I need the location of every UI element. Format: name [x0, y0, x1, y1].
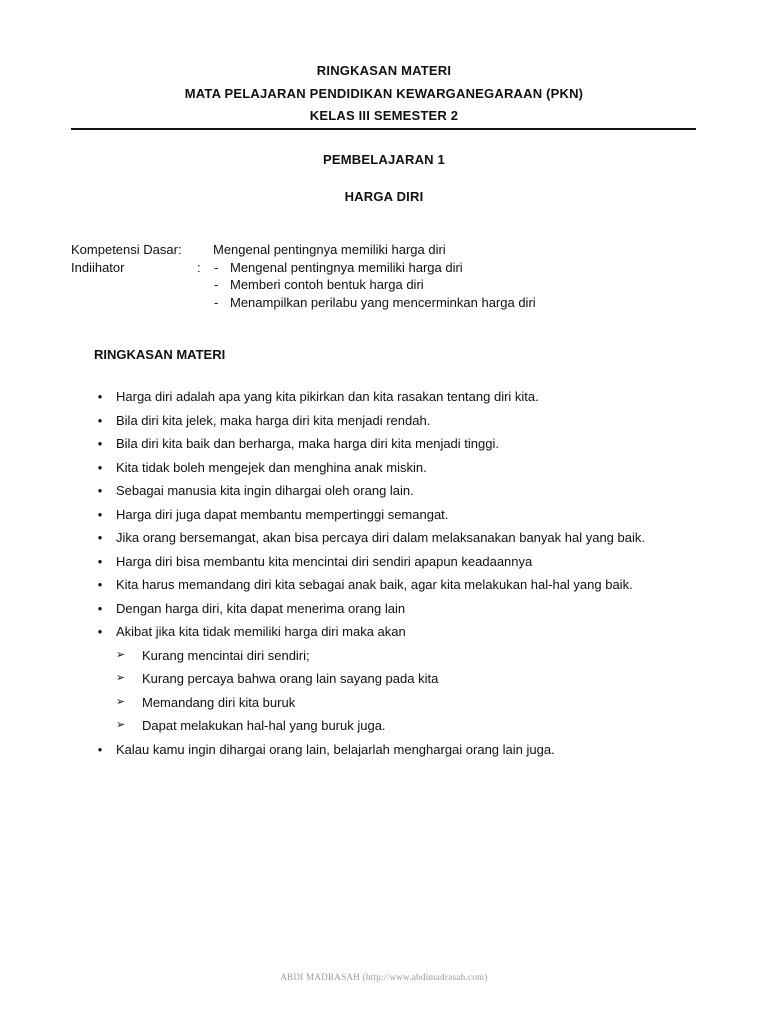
list-item-text: Akibat jika kita tidak memiliki harga diri maka akan: [116, 624, 406, 639]
list-item-text: Harga diri adalah apa yang kita pikirkan dan kita rasakan tentang diri kita.: [116, 389, 539, 404]
list-item: [94, 526, 704, 550]
sub-list-item: [94, 644, 704, 668]
indikator-label: Indiihator: [71, 259, 125, 275]
header-divider: [71, 128, 696, 130]
document-title: RINGKASAN MATERI: [316, 63, 452, 78]
bullet-icon: •: [97, 389, 103, 404]
sub-list-item: [94, 667, 704, 691]
kompetensi-label: Kompetensi Dasar:: [71, 242, 182, 257]
list-item: [94, 620, 704, 644]
lesson-number: PEMBELAJARAN 1: [323, 152, 445, 167]
sub-list-item: [94, 691, 704, 715]
list-item-text: Jika orang bersemangat, akan bisa percaya diri dalam melaksanakan banyak hal yang baik.: [116, 530, 645, 545]
arrow-bullet-icon: ➢: [116, 672, 126, 684]
bullet-icon: •: [97, 483, 103, 498]
list-item-text: Kita tidak boleh mengejek dan menghina anak miskin.: [116, 459, 427, 475]
list-item: [94, 738, 704, 762]
sub-list-item-text: Kurang percaya bahwa orang lain sayang pada kita: [142, 671, 439, 686]
sub-list-item-text: Kurang mencintai diri sendiri;: [142, 647, 310, 663]
list-item-text: Harga diri juga dapat membantu mempertinggi semangat.: [116, 506, 449, 522]
summary-list: [94, 385, 704, 761]
arrow-bullet-icon: ➢: [116, 695, 126, 708]
class-semester: KELAS III SEMESTER 2: [309, 108, 459, 123]
indikator-dash: -: [214, 277, 219, 292]
bullet-icon: •: [97, 530, 103, 545]
list-item: [94, 432, 704, 456]
bullet-icon: •: [97, 577, 103, 592]
list-item-text: Bila diri kita jelek, maka harga diri kita menjadi rendah.: [116, 412, 431, 428]
sub-list-item-text: Memandang diri kita buruk: [142, 694, 296, 710]
sub-list-item: [94, 714, 704, 738]
list-item: [94, 503, 704, 527]
list-item-text: Dengan harga diri, kita dapat menerima orang lain: [116, 600, 406, 616]
list-item: [94, 409, 704, 433]
kompetensi-value: Mengenal pentingnya memiliki harga diri: [213, 242, 446, 257]
list-item: [94, 385, 704, 409]
bullet-icon: •: [97, 624, 103, 639]
bullet-icon: •: [97, 553, 103, 569]
page-footer: ABDI MADRASAH (http://www.abdimadrasah.com): [280, 972, 488, 982]
indikator-item: Mengenal pentingnya memiliki harga diri: [230, 259, 463, 275]
arrow-bullet-icon: ➢: [116, 648, 126, 661]
lesson-topic: HARGA DIRI: [344, 189, 424, 204]
bullet-icon: •: [97, 506, 103, 522]
bullet-icon: •: [97, 412, 103, 428]
indikator-item: Memberi contoh bentuk harga diri: [230, 277, 424, 292]
subject-title: MATA PELAJARAN PENDIDIKAN KEWARGANEGARAAN (PKN): [184, 86, 584, 101]
bullet-icon: •: [97, 600, 103, 616]
list-item-text: Sebagai manusia kita ingin dihargai oleh orang lain.: [116, 483, 414, 498]
list-item: [94, 550, 704, 574]
list-item: [94, 573, 704, 597]
sub-list-item-text: Dapat melakukan hal-hal yang buruk juga.: [142, 718, 386, 733]
list-item: [94, 479, 704, 503]
bullet-icon: •: [97, 741, 103, 757]
list-item-text: Bila diri kita baik dan berharga, maka harga diri kita menjadi tinggi.: [116, 436, 499, 451]
bullet-icon: •: [97, 459, 103, 475]
indikator-item: Menampilkan perilabu yang mencerminkan harga diri: [230, 294, 536, 310]
list-item-text: Kita harus memandang diri kita sebagai anak baik, agar kita melakukan hal-hal yang baik.: [116, 577, 633, 592]
list-item: [94, 456, 704, 480]
list-item: [94, 597, 704, 621]
indikator-dash: -: [214, 259, 219, 275]
list-item-text: Harga diri bisa membantu kita mencintai diri sendiri apapun keadaannya: [116, 553, 533, 569]
list-item-text: Kalau kamu ingin dihargai orang lain, belajarlah menghargai orang lain juga.: [116, 741, 555, 757]
arrow-bullet-icon: ➢: [116, 719, 126, 731]
indikator-dash: -: [214, 294, 219, 310]
indikator-colon: :: [197, 259, 201, 275]
summary-heading: RINGKASAN MATERI: [94, 347, 226, 362]
bullet-icon: •: [97, 436, 103, 451]
